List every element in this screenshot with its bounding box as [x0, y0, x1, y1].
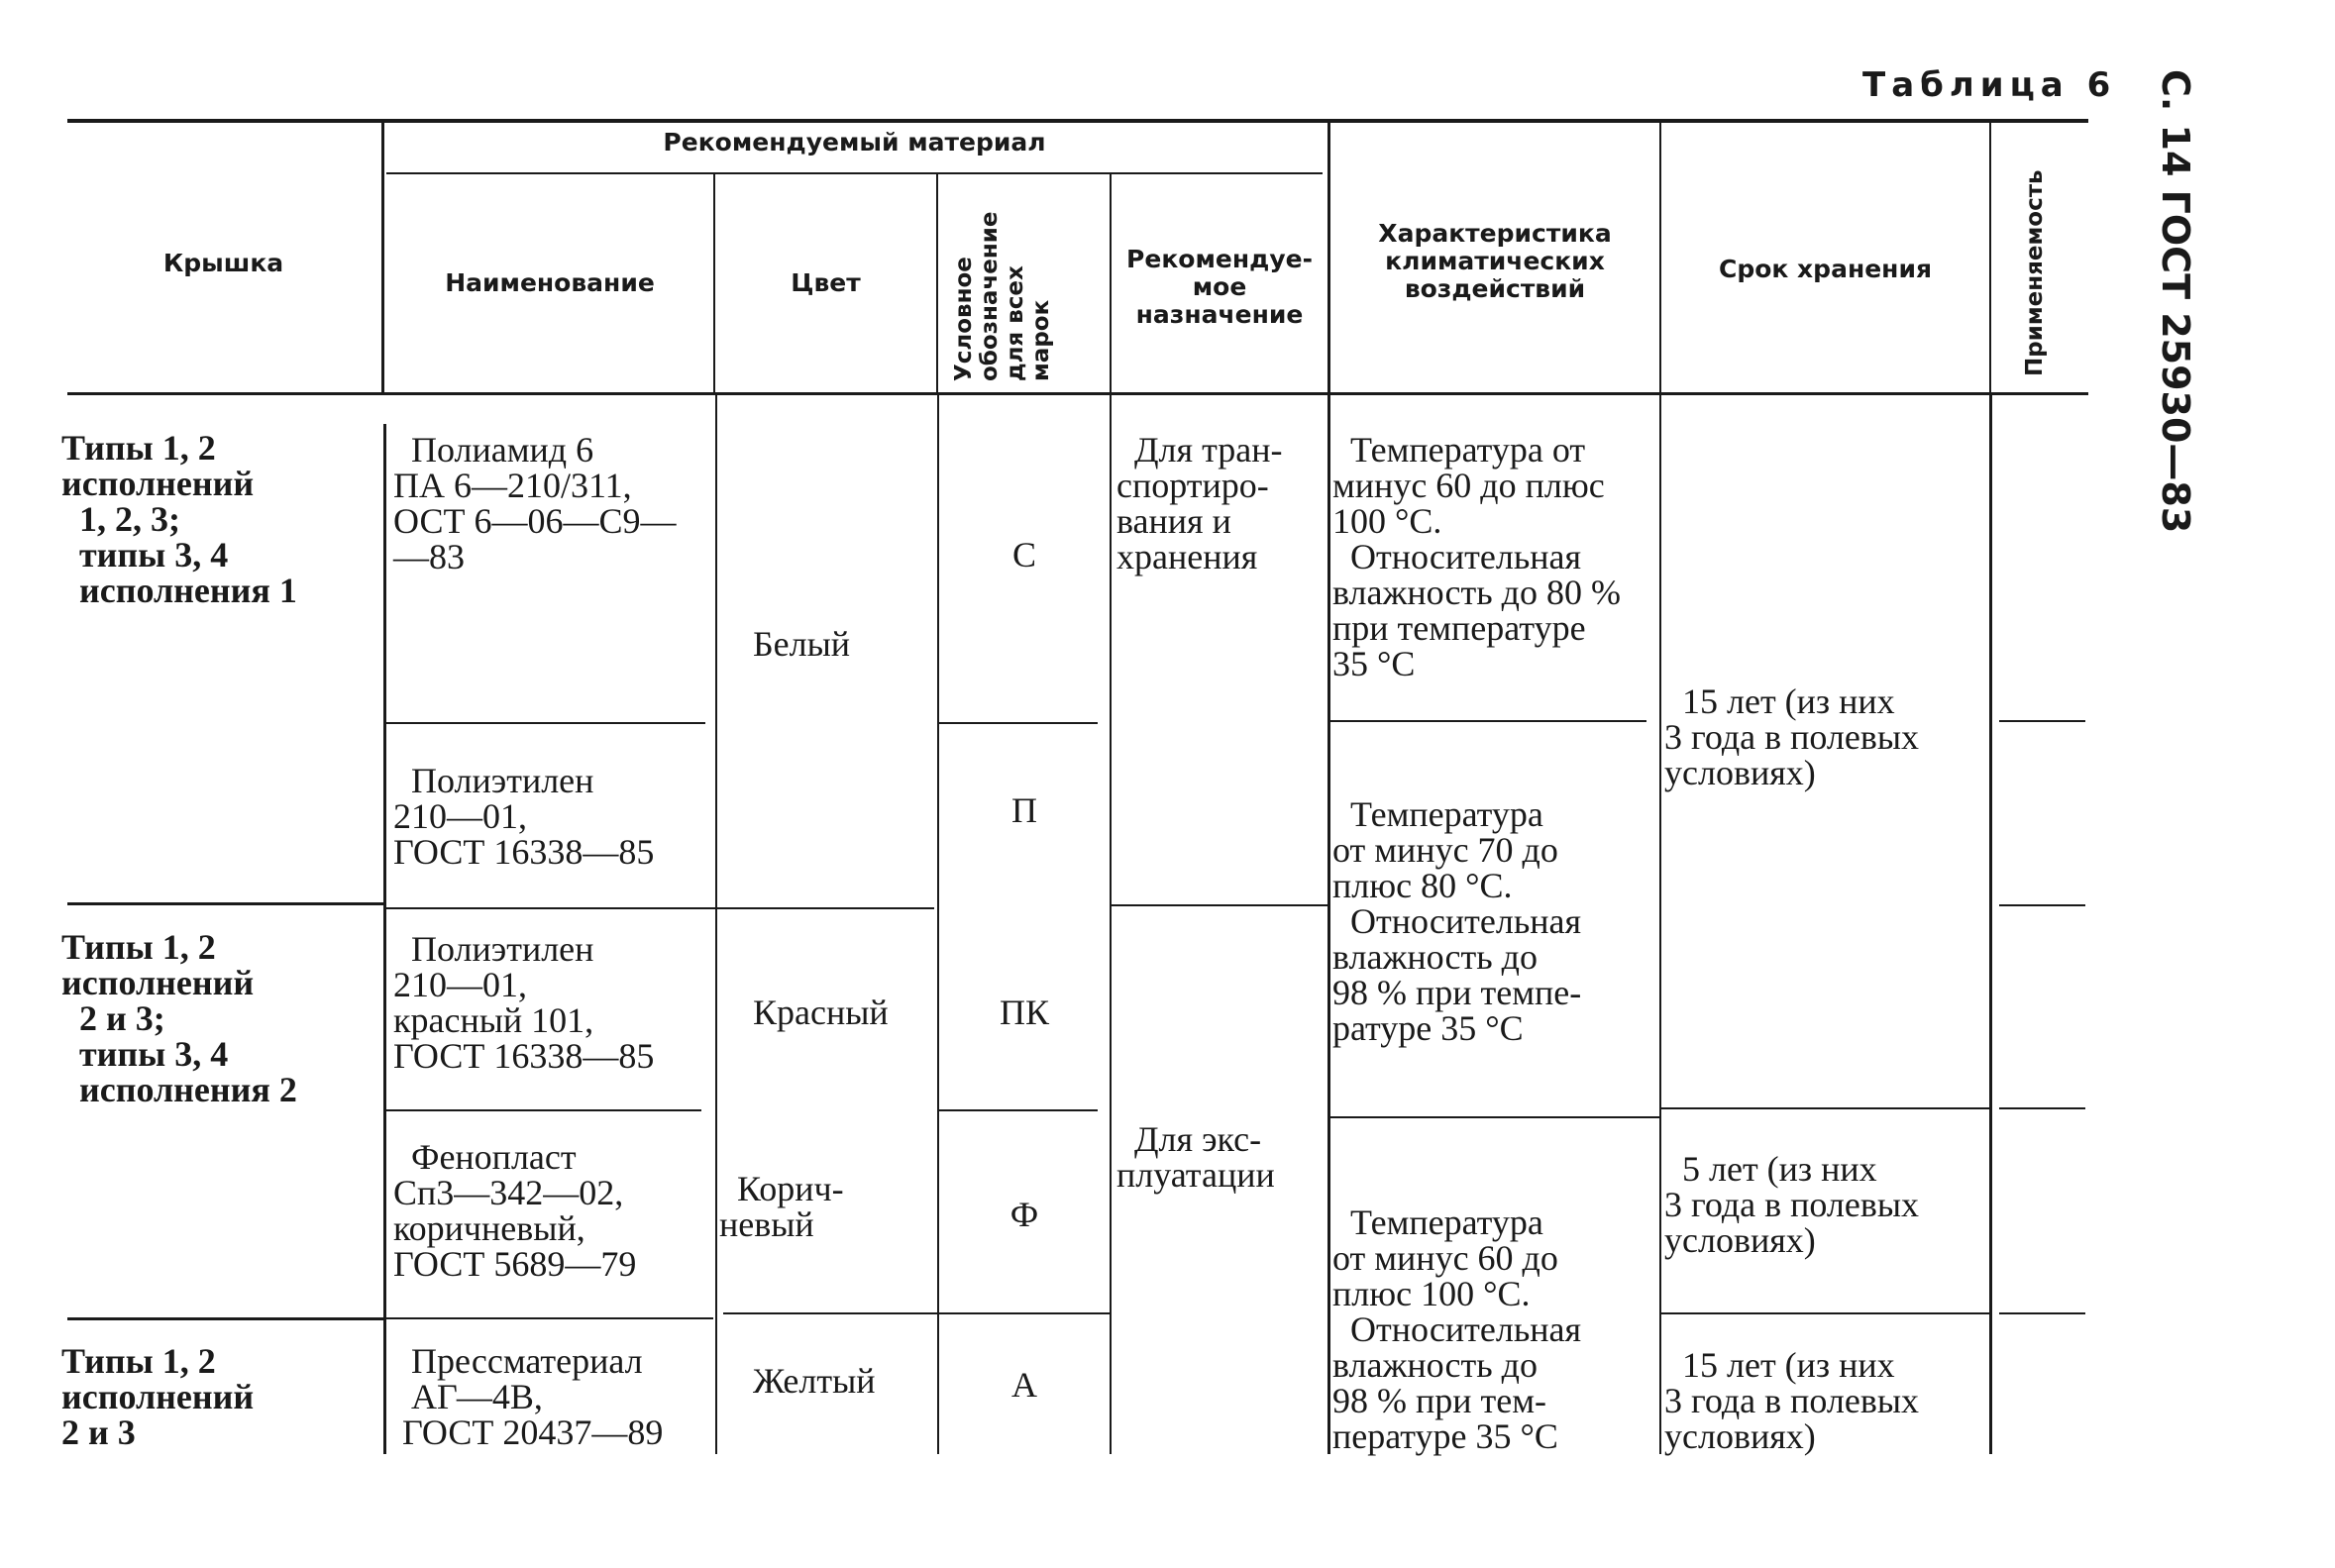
header-cvet: Цвет: [791, 268, 861, 297]
kryshka-cell: Типы 1, 2 исполнений 2 и 3: [61, 1341, 255, 1452]
material-name-cell: Полиэтилен 210—01, ГОСТ 16338—85: [393, 761, 655, 872]
table-title: Таблица 6: [1862, 65, 2117, 105]
code-cell: С: [1011, 535, 1036, 575]
row-rule: [1329, 720, 1646, 722]
storage-cell: 15 лет (из них 3 года в полевых условиях): [1664, 1345, 1920, 1456]
color-cell: Белый: [753, 624, 851, 664]
header-primenyaemost: Применяемость: [2022, 169, 2048, 376]
header-uslovnoe: Условное обозначение для всех марок: [951, 211, 1054, 381]
row-rule: [1329, 1116, 1659, 1118]
climate-cell: Температура от минус 60 до плюс 100 °С. Относительная влажность до 80 % при температуре 35 °С: [1332, 430, 1621, 683]
header-divider: [381, 121, 384, 392]
row-rule: [384, 1109, 701, 1111]
header-bottom-rule: [67, 392, 2088, 395]
row-rule: [1999, 1312, 2085, 1314]
color-cell: Корич- невый: [719, 1169, 844, 1244]
color-cell: Красный: [753, 993, 889, 1032]
color-cell: Желтый: [753, 1361, 876, 1401]
kryshka-cell: Типы 1, 2 исполнений 2 и 3; типы 3, 4 исполнения 2: [61, 927, 297, 1109]
table-top-rule: [67, 119, 2088, 123]
storage-cell: 5 лет (из них 3 года в полевых условиях): [1664, 1149, 1920, 1260]
header-divider: [936, 174, 938, 392]
header-divider: [1989, 121, 1991, 392]
row-rule: [1999, 720, 2085, 722]
storage-cell: 15 лет (из них 3 года в полевых условиях): [1664, 681, 1920, 792]
row-rule: [67, 1317, 384, 1320]
code-cell: А: [1011, 1365, 1037, 1405]
header-kryshka: Крышка: [162, 249, 284, 277]
material-name-cell: Фенопласт Сп3—342—02, коричневый, ГОСТ 5689—79: [393, 1137, 637, 1284]
purpose-cell: Для тран- спортиро- вания и хранения: [1116, 430, 1283, 576]
material-header-rule: [386, 172, 1323, 174]
code-cell: ПК: [999, 993, 1049, 1032]
row-rule: [1112, 904, 1327, 906]
header-naznachenie: Рекомендуе- мое назначение: [1126, 245, 1313, 329]
row-rule: [937, 722, 1098, 724]
header-recommended-material: Рекомендуемый материал: [663, 128, 1046, 157]
row-rule: [1661, 1312, 1989, 1314]
row-rule: [1999, 1107, 2085, 1109]
code-cell: П: [1011, 790, 1037, 830]
material-name-cell: Прессматериал АГ—4В, ГОСТ 20437—89: [402, 1341, 664, 1452]
row-rule: [937, 1109, 1098, 1111]
body-divider: [715, 395, 717, 1454]
header-naimenovanie: Наименование: [445, 268, 655, 297]
purpose-cell: Для экс- плуатации: [1116, 1119, 1275, 1195]
page-label: С. 14 ГОСТ 25930—83: [2154, 69, 2197, 534]
body-divider: [383, 424, 386, 1454]
row-rule: [1999, 904, 2085, 906]
row-rule: [723, 1312, 1110, 1314]
row-rule: [384, 1317, 713, 1319]
body-divider: [1659, 395, 1661, 1454]
material-name-cell: Полиамид 6 ПА 6—210/311, ОСТ 6—06—С9— —83: [393, 430, 677, 576]
code-cell: Ф: [1009, 1195, 1039, 1234]
header-srok: Срок хранения: [1718, 255, 1933, 283]
row-rule: [384, 907, 934, 909]
body-divider: [1327, 395, 1330, 1454]
row-rule: [384, 722, 705, 724]
material-name-cell: Полиэтилен 210—01, красный 101, ГОСТ 16338—85: [393, 929, 655, 1076]
climate-cell: Температура от минус 70 до плюс 80 °С. Относительная влажность до 98 % при темпе- ратуре 35 °С: [1332, 794, 1582, 1048]
header-klimat: Характеристика климатических воздействий: [1378, 219, 1612, 303]
body-divider: [1989, 395, 1992, 1454]
climate-cell: Температура от минус 60 до плюс 100 °С. Относительная влажность до 98 % при тем- пературе 35 °С: [1332, 1202, 1582, 1456]
body-divider: [1110, 395, 1112, 1454]
row-rule: [1661, 1107, 1989, 1109]
kryshka-cell: Типы 1, 2 исполнений 1, 2, 3; типы 3, 4 исполнения 1: [61, 428, 297, 610]
row-rule: [67, 902, 384, 905]
